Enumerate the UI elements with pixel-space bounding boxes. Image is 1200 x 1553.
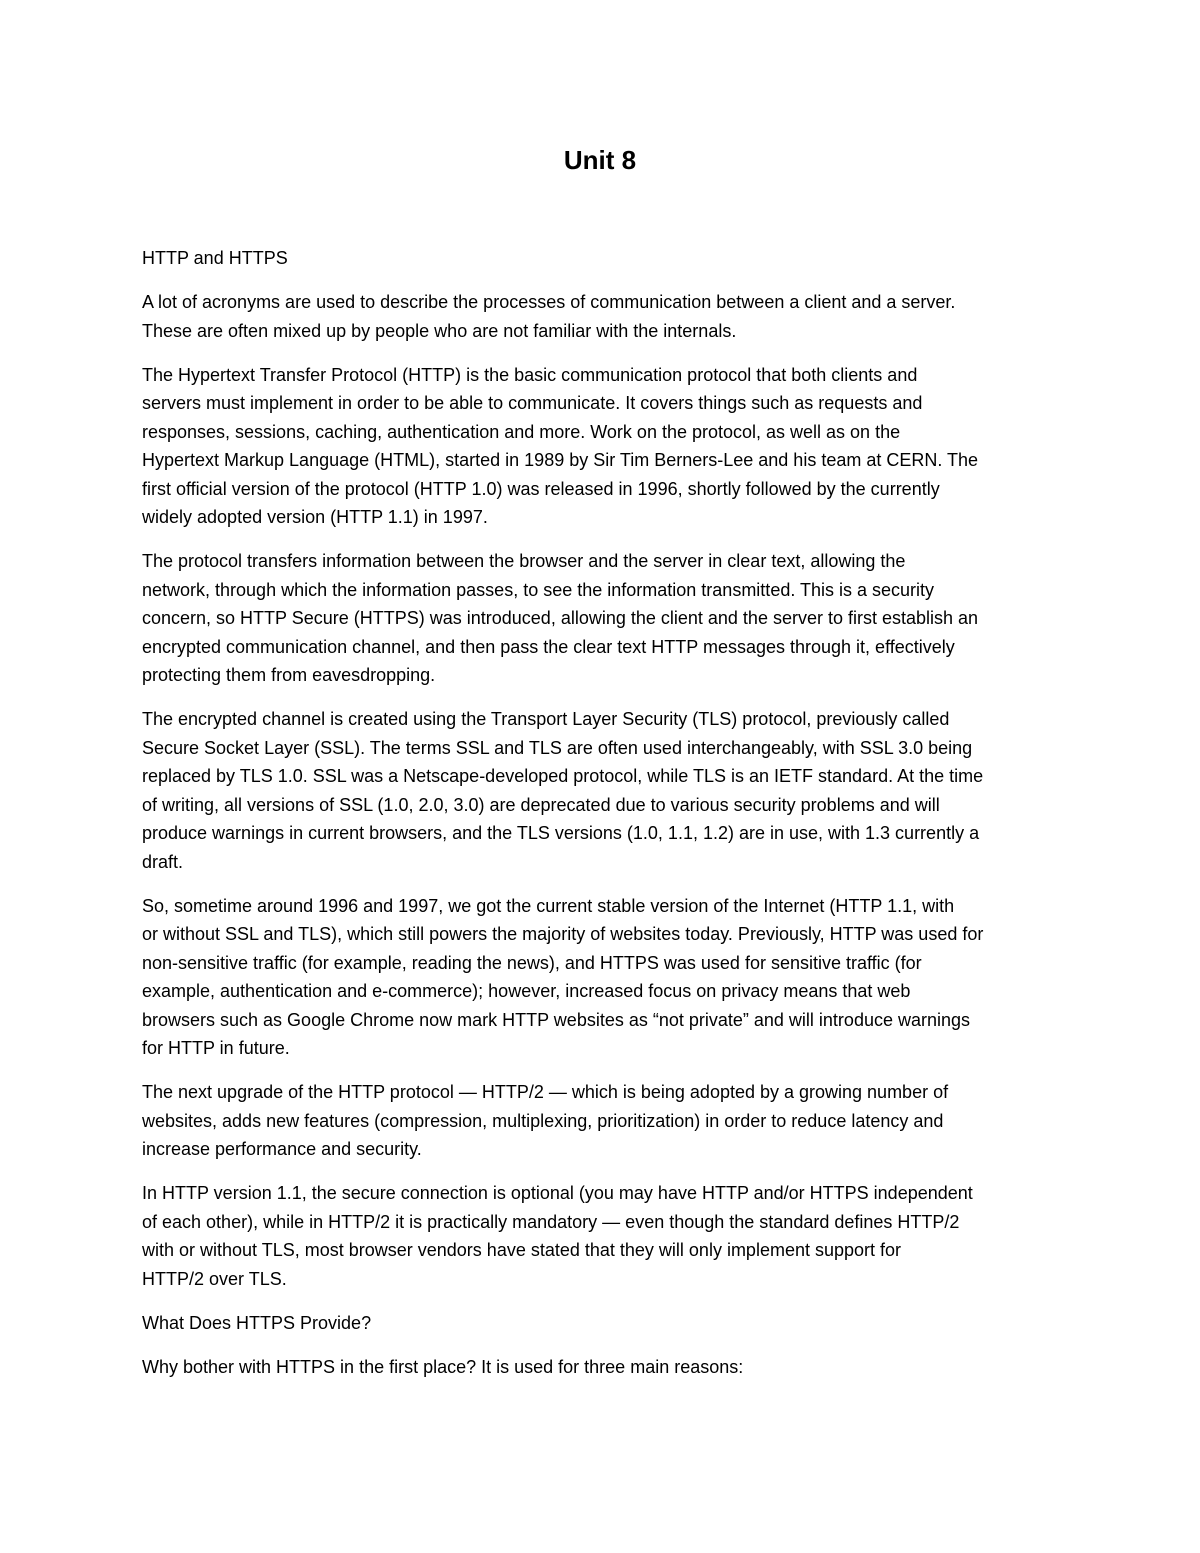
text-line: HTTP/2 over TLS. <box>142 1268 287 1289</box>
text-line: example, authentication and e-commerce); however, increased focus on privacy means that web <box>142 981 911 1001</box>
text-line: The encrypted channel is created using the Transport Layer Security (TLS) protocol, previously called <box>142 709 950 729</box>
text-line: responses, sessions, caching, authentication and more. Work on the protocol, as well as on the <box>142 421 901 442</box>
text-line: servers must implement in order to be able to communicate. It covers things such as requests and <box>142 393 923 413</box>
page-title: Unit 8 <box>563 145 637 175</box>
text-line: browsers such as Google Chrome now mark HTTP websites as “not private” and will introduce warnings <box>142 1009 971 1030</box>
paragraph <box>142 547 1067 690</box>
paragraph <box>142 1309 1067 1338</box>
text-line: concern, so HTTP Secure (HTTPS) was introduced, allowing the client and the server to first establish an <box>142 608 979 628</box>
paragraph <box>142 288 1067 345</box>
text-line: The Hypertext Transfer Protocol (HTTP) is the basic communication protocol that both clients and <box>142 364 918 385</box>
paragraph <box>142 1078 1067 1164</box>
text-line: protecting them from eavesdropping. <box>142 665 436 685</box>
text-line: or without SSL and TLS), which still powers the majority of websites today. Previously, HTTP was used for <box>142 924 984 944</box>
text-line: of writing, all versions of SSL (1.0, 2.0, 3.0) are deprecated due to various security problems and will <box>142 794 940 815</box>
text-line: increase performance and security. <box>142 1139 422 1159</box>
paragraph <box>142 1179 1067 1293</box>
paragraph <box>142 1353 1067 1382</box>
text-line: The protocol transfers information between the browser and the server in clear text, allowing the <box>142 551 906 571</box>
text-line: produce warnings in current browsers, and the TLS versions (1.0, 1.1, 1.2) are in use, with 1.3 currently a <box>142 823 980 843</box>
text-line: widely adopted version (HTTP 1.1) in 1997. <box>142 507 488 527</box>
paragraph <box>142 244 1067 273</box>
paragraph <box>142 705 1067 876</box>
paragraph <box>142 892 1067 1063</box>
text-line: What Does HTTPS Provide? <box>142 1312 372 1333</box>
text-line: non-sensitive traffic (for example, reading the news), and HTTPS was used for sensitive traffic (for <box>142 952 922 973</box>
text-line: of each other), while in HTTP/2 it is practically mandatory — even though the standard defines HTTP/2 <box>142 1211 960 1232</box>
text-line: network, through which the information passes, to see the information transmitted. This is a security <box>142 579 935 600</box>
text-line: first official version of the protocol (HTTP 1.0) was released in 1996, shortly followed by the currently <box>142 478 940 499</box>
text-line: with or without TLS, most browser vendors have stated that they will only implement support for <box>142 1240 902 1260</box>
text-line: These are often mixed up by people who are not familiar with the internals. <box>142 320 737 341</box>
text-line: draft. <box>142 851 184 872</box>
text-line: The next upgrade of the HTTP protocol — HTTP/2 — which is being adopted by a growing number of <box>142 1082 949 1102</box>
text-line: Secure Socket Layer (SSL). The terms SSL and TLS are often used interchangeably, with SSL 3.0 being <box>142 737 973 758</box>
text-line: Hypertext Markup Language (HTML), started in 1989 by Sir Tim Berners-Lee and his team at CERN. The <box>142 450 979 470</box>
text-line: In HTTP version 1.1, the secure connection is optional (you may have HTTP and/or HTTPS independent <box>142 1183 973 1203</box>
text-line: HTTP and HTTPS <box>142 248 288 268</box>
text-line: for HTTP in future. <box>142 1038 290 1058</box>
document-body <box>142 244 1067 1397</box>
text-line: A lot of acronyms are used to describe the processes of communication between a client and a server. <box>142 292 956 312</box>
text-line: replaced by TLS 1.0. SSL was a Netscape-developed protocol, while TLS is an IETF standard. At the time <box>142 766 984 786</box>
text-line: encrypted communication channel, and then pass the clear text HTTP messages through it, effectively <box>142 636 955 657</box>
text-line: So, sometime around 1996 and 1997, we got the current stable version of the Internet (HTTP 1.1, with <box>142 895 955 916</box>
text-line: Why bother with HTTPS in the first place? It is used for three main reasons: <box>142 1356 744 1377</box>
text-line: websites, adds new features (compression, multiplexing, prioritization) in order to reduce latency and <box>142 1110 944 1131</box>
paragraph <box>142 361 1067 532</box>
